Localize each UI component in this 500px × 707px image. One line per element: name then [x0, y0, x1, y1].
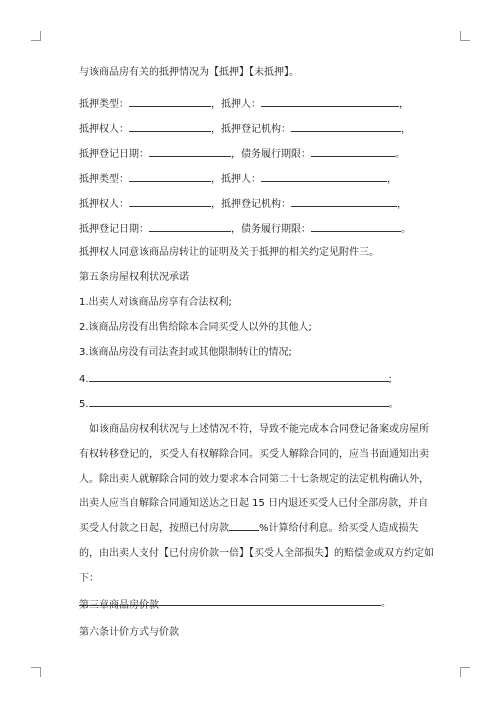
article-6-heading: 第六条计价方式与价款	[79, 627, 179, 638]
blank-field[interactable]	[311, 221, 401, 232]
mortgage-type-line-1: 抵押类型： ，抵押人： ，	[79, 96, 409, 112]
blank-field[interactable]	[89, 371, 389, 382]
chapter-3-heading: 第三章商品房价款	[79, 600, 159, 611]
mortgage-type-line-2: 抵押类型： ，抵押人： ，	[79, 171, 397, 187]
promise-item-3: 3.该商品房没有司法查封或其他限制转让的情况;	[79, 347, 292, 358]
promise-item-4: 4. ;	[79, 371, 392, 387]
mortgagee-line-2: 抵押权人： ，抵押登记机构： ，	[79, 196, 407, 212]
blank-field[interactable]	[129, 196, 211, 207]
blank-field[interactable]	[261, 171, 387, 182]
promise-item-5: 5. 。	[79, 396, 399, 412]
article-5-heading: 第五条房屋权利状况承诺	[79, 272, 189, 283]
breach-paragraph: 如该商品房权利状况与上述情况不符，导致不能完成本合同登记备案或房屋所有权转移登记的，买受人有权解除合同。买受人解除合同的，应当书面通知出卖人。除出卖人就解除合同的效力要求本合同第二十七条规定的法定机构确认外，出卖人应当自解除合同通知送达之日起 15 日内退还买受人已付全部房款，并自买受人付款之日起，按照已付房款 %计算给付利息。给买受人造成损失的，由出卖人支付【已付房价款一倍】【买受人全部损失】的赔偿金或双方约定如下： 。	[79, 424, 434, 609]
blank-field[interactable]	[129, 171, 211, 182]
mortgagee-line-1: 抵押权人： ，抵押登记机构： ，	[79, 121, 411, 137]
blank-field[interactable]	[261, 96, 399, 107]
blank-field[interactable]	[129, 96, 211, 107]
blank-field[interactable]	[129, 121, 211, 132]
crop-mark-top-left	[31, 31, 41, 41]
mortgage-status-line: 与该商品房有关的抵押情况为【抵押】【未抵押】。	[79, 67, 299, 78]
blank-field[interactable]	[149, 146, 231, 157]
crop-mark-top-right	[460, 31, 470, 41]
crop-mark-bottom-right	[460, 667, 470, 677]
mortgagee-consent-line: 抵押权人同意该商品房转让的证明及关于抵押的相关约定见附件三。	[79, 247, 379, 258]
mortgage-date-line-2: 抵押登记日期： ，债务履行期限： 。	[79, 221, 411, 237]
blank-field[interactable]	[291, 121, 401, 132]
crop-mark-bottom-left	[31, 667, 41, 677]
promise-item-2: 2.该商品房没有出售给除本合同买受人以外的其他人;	[79, 322, 312, 333]
blank-field[interactable]	[229, 521, 259, 531]
blank-field[interactable]	[149, 221, 231, 232]
blank-field[interactable]	[291, 196, 397, 207]
promise-item-1: 1.出卖人对该商品房享有合法权利;	[79, 297, 232, 308]
mortgage-date-line-1: 抵押登记日期： ，债务履行期限： 。	[79, 146, 405, 162]
blank-field[interactable]	[89, 396, 389, 407]
blank-field[interactable]	[311, 146, 395, 157]
